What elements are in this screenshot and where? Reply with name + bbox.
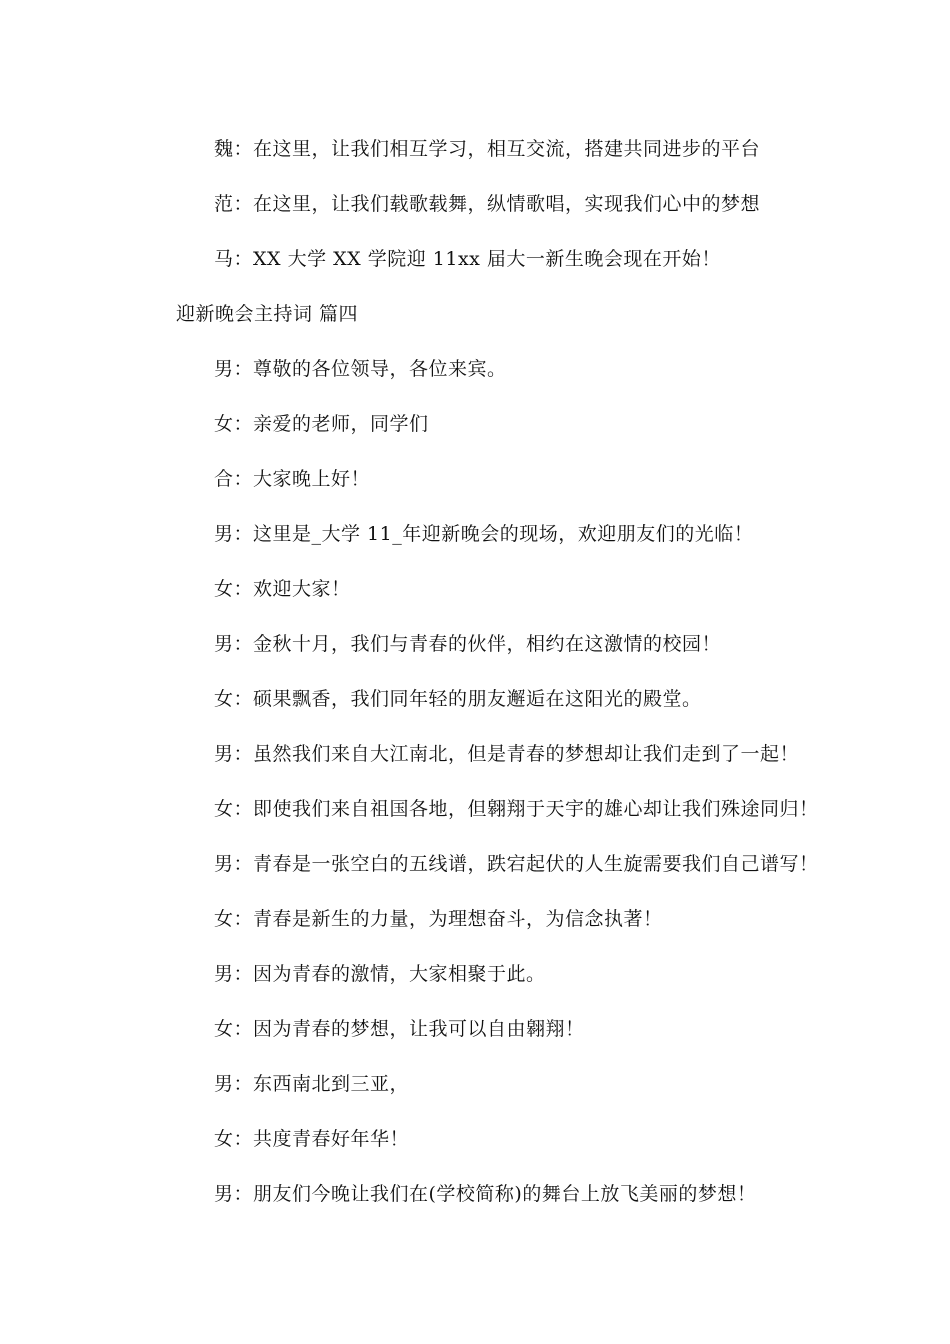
dialogue-line: 男：金秋十月，我们与青春的伙伴，相约在这激情的校园！ [214,633,722,655]
dialogue-line: 男：这里是_大学 11_年迎新晚会的现场，欢迎朋友们的光临！ [214,523,754,545]
dialogue-line: 男：朋友们今晚让我们在(学校简称)的舞台上放飞美丽的梦想！ [214,1183,757,1205]
dialogue-line: 女：欢迎大家！ [214,578,351,600]
dialogue-line: 男：尊敬的各位领导，各位来宾。 [214,358,507,380]
dialogue-line: 女：因为青春的梦想，让我可以自由翱翔！ [214,1018,585,1040]
dialogue-line: 男：青春是一张空白的五线谱，跌宕起伏的人生旋需要我们自己谱写！ [214,853,819,875]
section-title: 迎新晚会主持词 篇四 [176,303,359,325]
dialogue-line: 女：即使我们来自祖国各地，但翱翔于天宇的雄心却让我们殊途同归！ [214,798,819,820]
dialogue-line: 女：亲爱的老师，同学们 [214,413,429,435]
dialogue-line: 男：虽然我们来自大江南北，但是青春的梦想却让我们走到了一起！ [214,743,800,765]
dialogue-line: 男：东西南北到三亚， [214,1073,410,1095]
dialogue-line: 魏：在这里，让我们相互学习，相互交流，搭建共同进步的平台 [214,138,761,160]
dialogue-line: 合：大家晚上好！ [214,468,371,490]
dialogue-line: 男：因为青春的激情，大家相聚于此。 [214,963,546,985]
dialogue-line: 女：硕果飘香，我们同年轻的朋友邂逅在这阳光的殿堂。 [214,688,702,710]
dialogue-line: 范：在这里，让我们载歌载舞，纵情歌唱，实现我们心中的梦想 [214,193,761,215]
dialogue-line: 女：共度青春好年华！ [214,1128,410,1150]
dialogue-line: 女：青春是新生的力量，为理想奋斗，为信念执著！ [214,908,663,930]
dialogue-line: 马：XX 大学 XX 学院迎 11xx 届大一新生晚会现在开始！ [214,248,721,270]
